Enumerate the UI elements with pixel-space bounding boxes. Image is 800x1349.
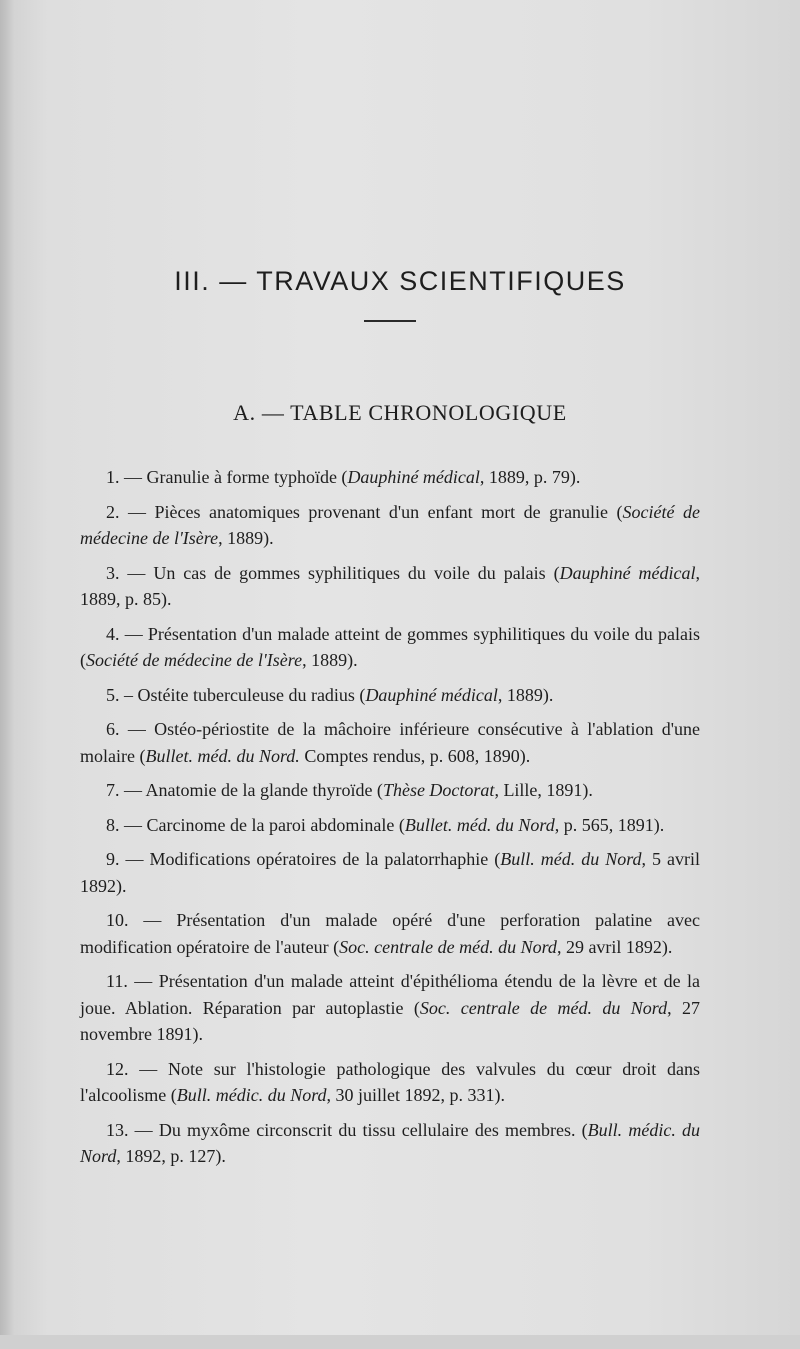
title-rule bbox=[364, 320, 416, 322]
bibliography-entry bbox=[80, 812, 700, 839]
entry-text: — Ostéo-périostite de la mâchoire inférieure consécutive à l'ablation d'une molaire ( bbox=[80, 719, 700, 766]
entry-text: — Présentation d'un malade opéré d'une perforation palatine avec modification opératoire de l'auteur ( bbox=[80, 910, 700, 957]
entry-source: Société de médecine de l'Isère bbox=[80, 501, 700, 548]
entry-text: – Ostéite tuberculeuse du radius ( bbox=[119, 684, 366, 705]
entry-source: Soc. centrale de méd. du Nord bbox=[339, 936, 557, 957]
entry-source: Soc. centrale de méd. du Nord bbox=[419, 997, 668, 1018]
entry-source: Dauphiné médical bbox=[559, 562, 696, 583]
entry-number: 4. bbox=[106, 623, 120, 644]
entry-text: , 29 avril 1892). bbox=[556, 936, 673, 957]
table-heading: A. — TABLE CHRONOLOGIQUE bbox=[233, 400, 567, 425]
entry-text: , 27 novembre 1891). bbox=[80, 997, 700, 1044]
entry-number: 10. bbox=[106, 910, 129, 930]
bibliography-entry bbox=[80, 1117, 700, 1170]
bibliography-entry bbox=[80, 716, 700, 769]
entry-number: 1. bbox=[106, 467, 120, 487]
entry-text: , 1892, p. 127). bbox=[116, 1146, 226, 1166]
entry-source: Dauphiné médical bbox=[347, 467, 480, 487]
entry-text: — Du myxôme circonscrit du tissu cellulaire des membres. ( bbox=[128, 1119, 588, 1140]
entry-text: , 1889). bbox=[497, 684, 554, 705]
entry-text: , 30 juillet 1892, p. 331). bbox=[326, 1085, 506, 1105]
entry-text: , 5 avril 1892). bbox=[80, 849, 700, 896]
bibliography-entry bbox=[80, 907, 700, 960]
entry-text: — Modifications opératoires de la palatorrhaphie ( bbox=[119, 849, 501, 869]
entry-text: — Présentation d'un malade atteint d'épithélioma étendu de la lèvre et de la joue. Ablation. Réparation par autoplastie ( bbox=[80, 971, 700, 1018]
entry-text: — Carcinome de la paroi abdominale ( bbox=[119, 814, 405, 835]
entry-number: 2. bbox=[106, 501, 120, 522]
section-heading: III. — TRAVAUX SCIENTIFIQUES bbox=[174, 266, 626, 297]
entry-text: — Note sur l'histologie pathologique des valvules du cœur droit dans l'alcoolisme ( bbox=[80, 1058, 700, 1105]
entry-text: , p. 565, 1891). bbox=[554, 814, 665, 835]
entry-number: 6. bbox=[106, 719, 120, 739]
entry-text: — Pièces anatomiques provenant d'un enfant mort de granulie ( bbox=[119, 501, 623, 522]
entry-number: 11. bbox=[106, 971, 128, 991]
entry-number: 9. bbox=[106, 849, 120, 869]
bibliography-entry bbox=[80, 499, 700, 552]
entry-source: Bull. méd. du Nord bbox=[500, 849, 642, 869]
entry-text: — Présentation d'un malade atteint de gommes syphilitiques du voile du palais ( bbox=[80, 623, 700, 670]
bibliography-list bbox=[80, 464, 700, 1178]
bibliography-entry bbox=[80, 968, 700, 1048]
bibliography-entry bbox=[80, 621, 700, 674]
entry-text: , 1889, p. 79). bbox=[479, 467, 581, 487]
entry-source: Bull. médic. du Nord bbox=[80, 1119, 701, 1166]
entry-source: Bull. médic. du Nord bbox=[176, 1085, 327, 1105]
bibliography-entry bbox=[80, 464, 700, 491]
entry-number: 12. bbox=[106, 1058, 129, 1079]
entry-source: Bullet. méd. du Nord. bbox=[145, 745, 300, 766]
entry-text: — Granulie à forme typhoïde ( bbox=[119, 467, 348, 487]
entry-source: Dauphiné médical bbox=[365, 684, 498, 705]
bibliography-entry bbox=[80, 777, 700, 804]
entry-number: 5. bbox=[106, 684, 120, 705]
entry-text: , Lille, 1891). bbox=[494, 780, 593, 800]
bibliography-entry bbox=[80, 1056, 700, 1109]
entry-text: , 1889, p. 85). bbox=[80, 562, 701, 609]
entry-number: 7. bbox=[106, 780, 120, 800]
entry-number: 13. bbox=[106, 1119, 129, 1140]
bibliography-entry bbox=[80, 560, 700, 613]
entry-text: Comptes rendus, p. 608, 1890). bbox=[299, 745, 531, 766]
entry-source: Bullet. méd. du Nord bbox=[404, 814, 555, 835]
entry-text: — Anatomie de la glande thyroïde ( bbox=[119, 780, 383, 800]
entry-source: Thèse Doctorat bbox=[382, 780, 495, 800]
bibliography-entry bbox=[80, 846, 700, 899]
entry-source: Société de médecine de l'Isère bbox=[86, 650, 303, 670]
bibliography-entry bbox=[80, 682, 700, 709]
entry-text: — Un cas de gommes syphilitiques du voile du palais ( bbox=[119, 562, 560, 583]
entry-number: 3. bbox=[106, 562, 120, 583]
entry-number: 8. bbox=[106, 814, 120, 835]
entry-text: , 1889). bbox=[302, 650, 358, 670]
entry-text: , 1889). bbox=[218, 528, 274, 548]
